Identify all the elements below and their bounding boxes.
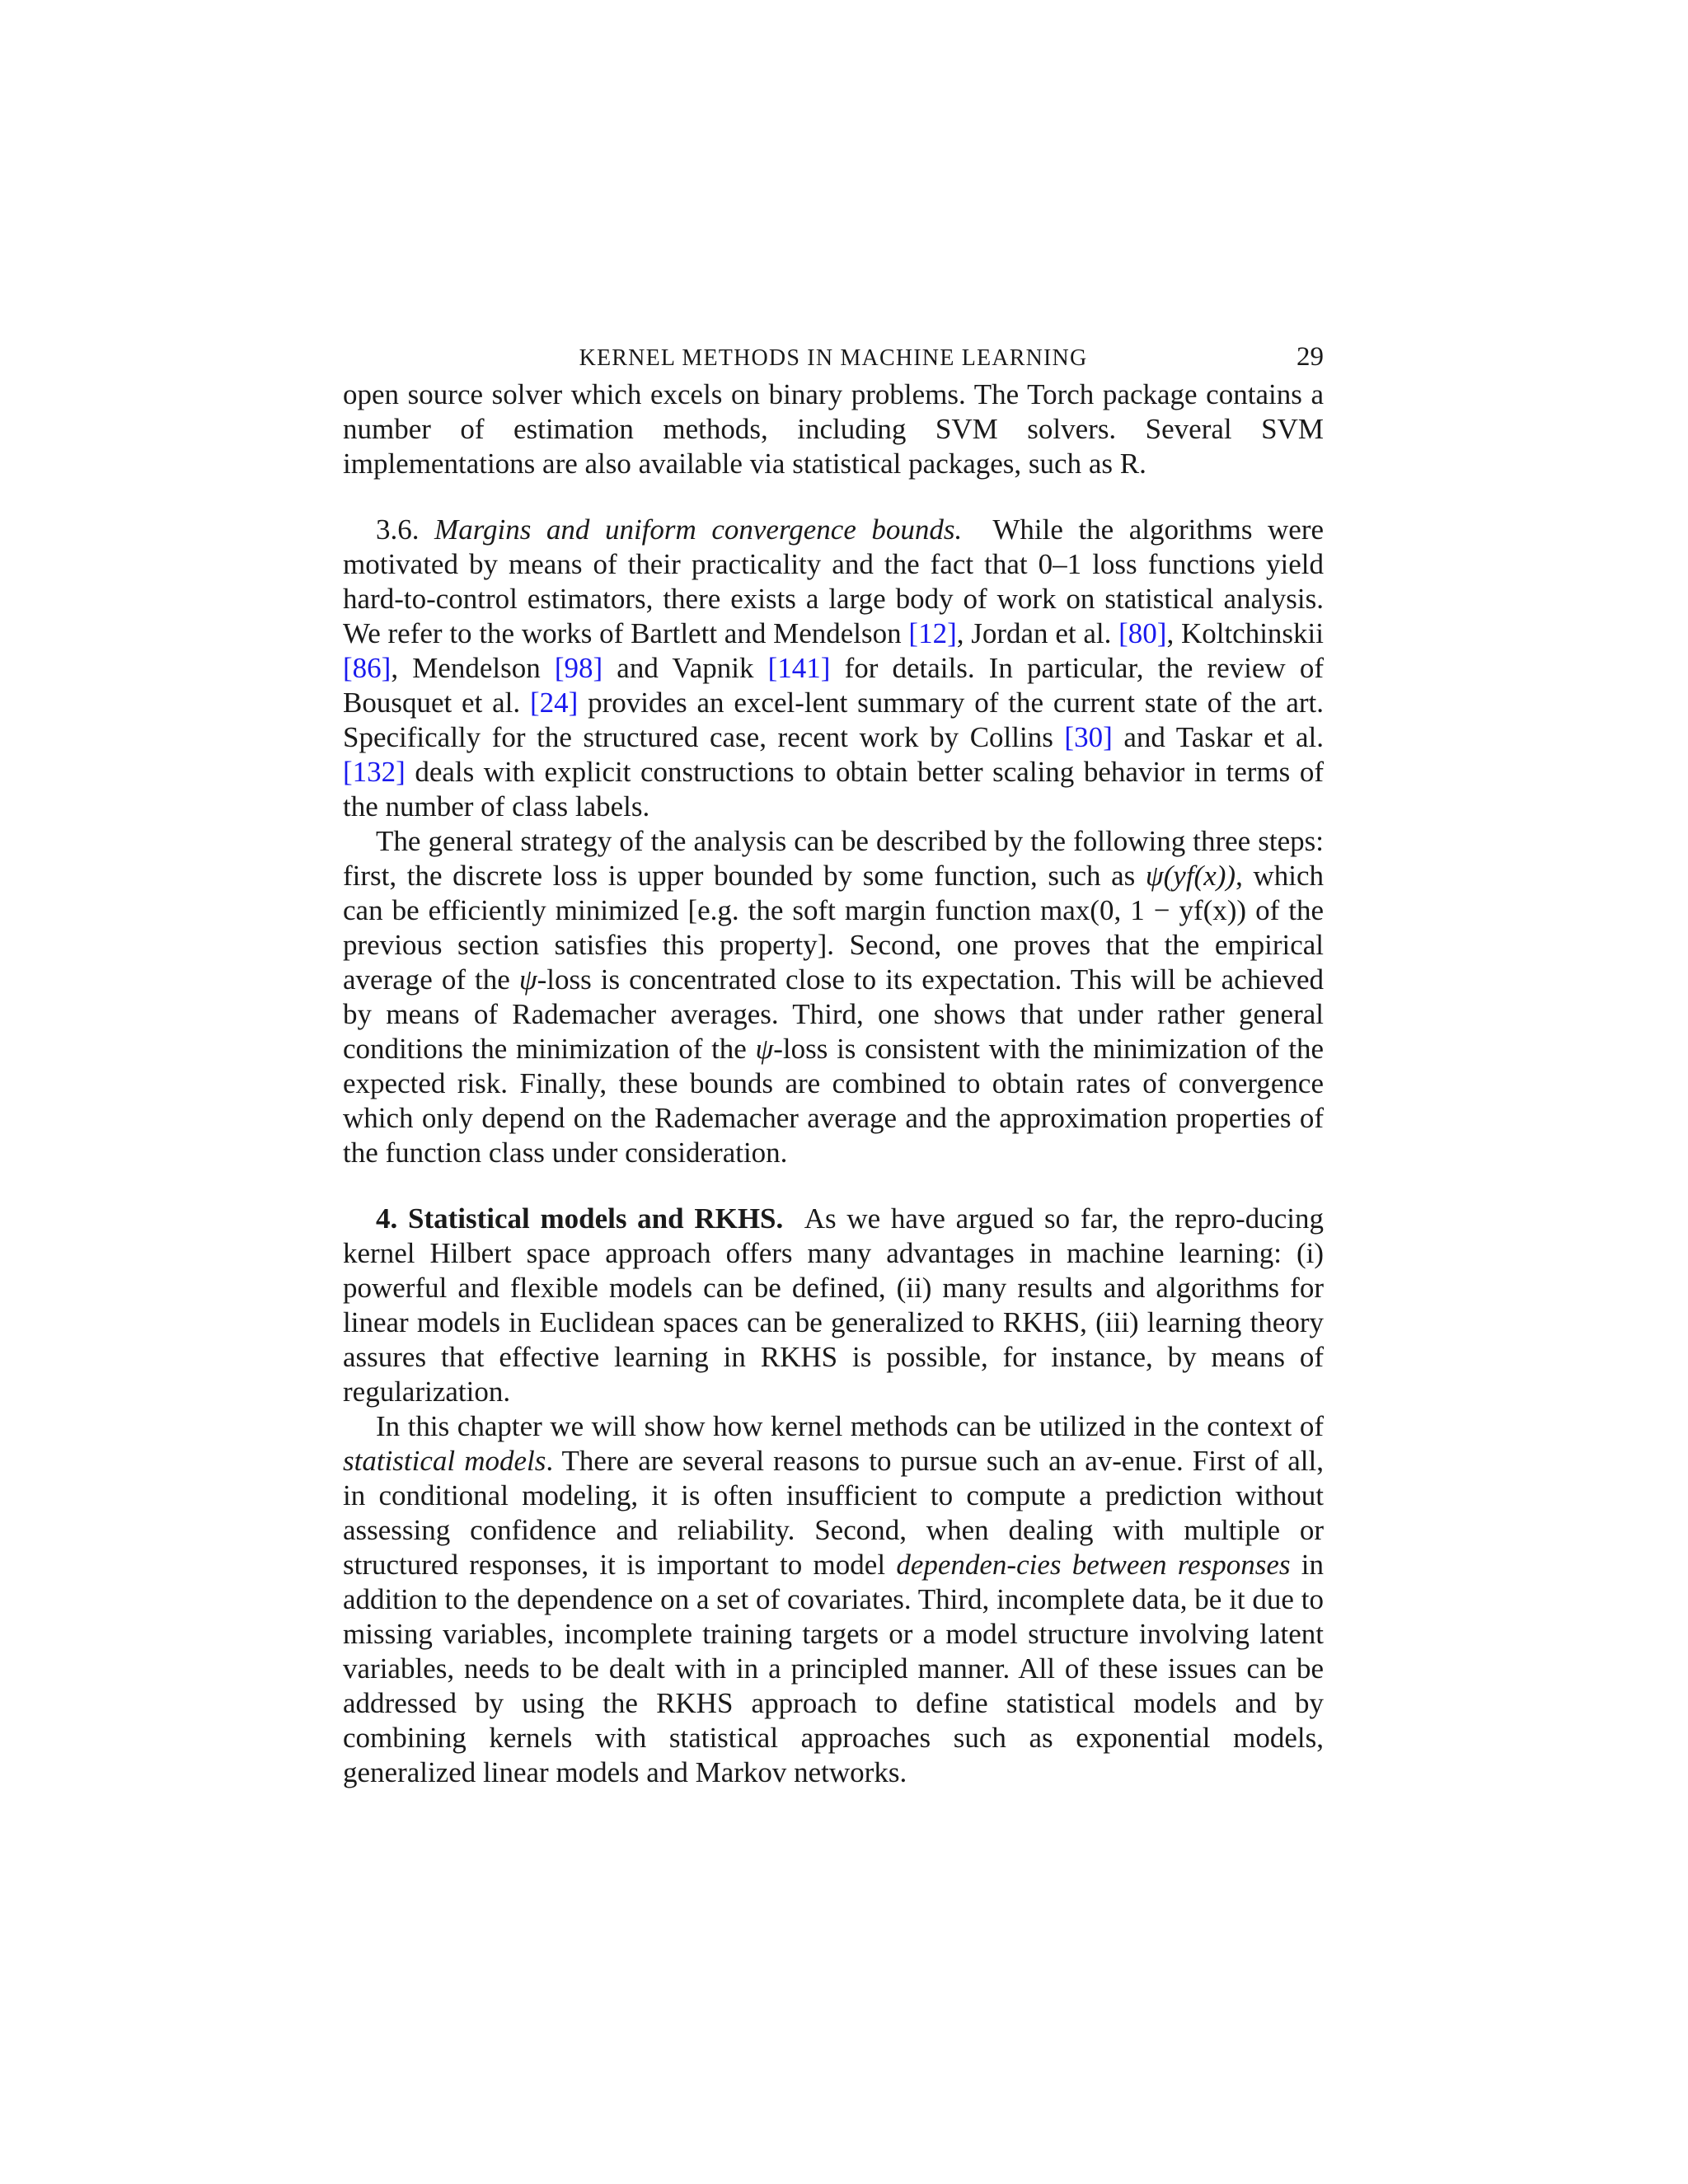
- citation-link[interactable]: [86]: [343, 652, 392, 684]
- paragraph-continuation: open source solver which excels on binary problems. The Torch package contains a number of estimation methods, including SVM solvers. Several SVM implementations are also available via statistical packages, such as R.: [343, 378, 1324, 480]
- math-expression: max(0, 1 − yf(x)): [1040, 894, 1247, 926]
- citation-link[interactable]: [24]: [530, 687, 579, 719]
- section-3-6-paragraph-1: 3.6. Margins and uniform convergence bounds. While the algorithms were motivated by means of their practicality and the fact that 0–1 loss functions yield hard-to-control estimators, there exists a large body of work on statistical analysis. We refer to the works of Bartlett and Mendelson [12], Jordan et al. [80], Koltchinskii [86], Mendelson [98] and Vapnik [141] for details. In particular, the review of Bousquet et al. [24] provides an excel-lent summary of the current state of the art. Specifically for the structured case, recent work by Collins [30] and Taskar et al. [132] deals with explicit constructions to obtain better scaling behavior in terms of the number of class labels.: [343, 513, 1325, 823]
- citation-link[interactable]: [141]: [767, 652, 831, 684]
- running-title: KERNEL METHODS IN MACHINE LEARNING: [579, 345, 1088, 371]
- section-gap: [343, 481, 1324, 513]
- citation-link[interactable]: [80]: [1118, 617, 1167, 649]
- section-gap: [343, 1170, 1324, 1202]
- citation-link[interactable]: [98]: [554, 652, 603, 684]
- citation-link[interactable]: [30]: [1064, 721, 1113, 753]
- section-heading: 4. Statistical models and RKHS.: [376, 1202, 784, 1235]
- citation-link[interactable]: [12]: [908, 617, 957, 649]
- math-expression: ψ: [518, 963, 537, 996]
- math-expression: ψ(yf(x)): [1145, 860, 1236, 892]
- section-4-paragraph-2: In this chapter we will show how kernel methods can be utilized in the context of statistical models. There are several reasons to pursue such an av-enue. First of all, in conditional modeling, it is often insufficient to compute a prediction without assessing confidence and reliability. Second, when dealing with multiple or structured responses, it is important to model dependen-cies between responses in addition to the dependence on a set of covariates. Third, incomplete data, be it due to missing variables, incomplete training targets or a model structure involving latent variables, needs to be dealt with in a principled manner. All of these issues can be addressed by using the RKHS approach to define statistical models and by combining kernels with statistical approaches such as exponential models, generalized linear models and Markov networks.: [343, 1410, 1325, 1788]
- emphasis: dependen-cies between responses: [896, 1549, 1291, 1581]
- section-number: 3.6.: [376, 513, 420, 546]
- page-number: 29: [1296, 342, 1324, 372]
- emphasis: statistical models: [343, 1445, 546, 1477]
- running-head: [343, 338, 1324, 377]
- section-title: Margins and uniform convergence bounds.: [434, 513, 963, 546]
- section-3-6-paragraph-2: The general strategy of the analysis can be described by the following three steps: first, the discrete loss is upper bounded by some function, such as ψ(yf(x)), which can be efficiently minimized [e.g. the soft margin function max(0, 1 − yf(x)) of the previous section satisfies this property]. Second, one proves that the empirical average of the ψ-loss is concentrated close to its expectation. This will be achieved by means of Rademacher averages. Third, one shows that under rather general conditions the minimization of the ψ-loss is consistent with the minimization of the expected risk. Finally, these bounds are combined to obtain rates of convergence which only depend on the Rademacher average and the approximation properties of the function class under consideration.: [343, 825, 1325, 1169]
- section-4-paragraph-1: 4. Statistical models and RKHS. As we have argued so far, the repro-ducing kernel Hilbert space approach offers many advantages in machine learning: (i) powerful and flexible models can be defined, (ii) many results and algorithms for linear models in Euclidean spaces can be generalized to RKHS, (iii) learning theory assures that effective learning in RKHS is possible, for instance, by means of regularization.: [343, 1202, 1325, 1408]
- page: [343, 338, 1324, 1790]
- math-expression: ψ: [755, 1033, 774, 1065]
- citation-link[interactable]: [132]: [343, 756, 406, 788]
